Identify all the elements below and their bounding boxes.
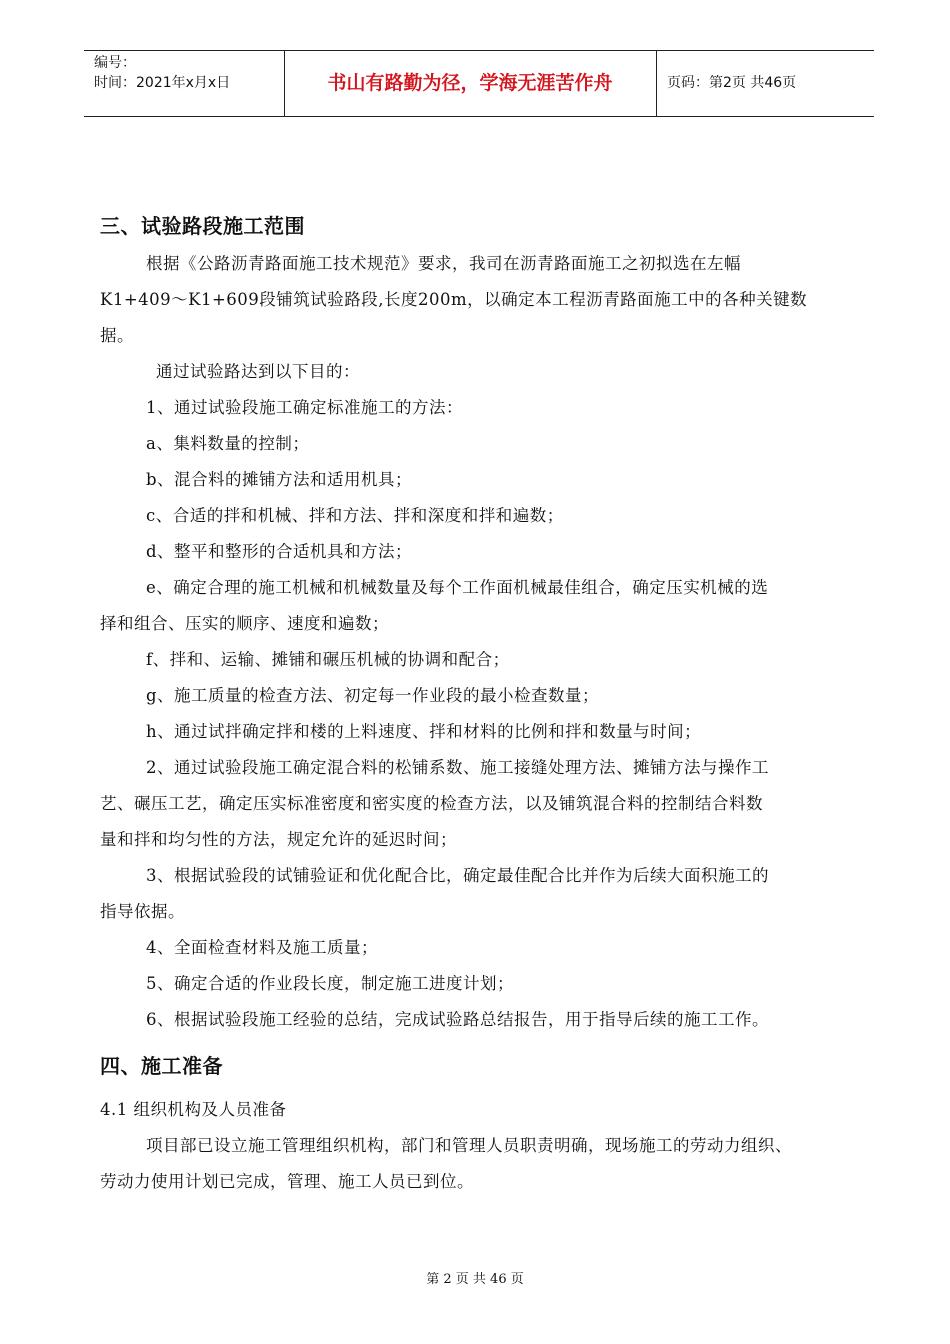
header-divider-right bbox=[656, 51, 657, 116]
objective-subitem-f: f、拌和、运输、摊铺和碾压机械的协调和配合； bbox=[146, 650, 510, 669]
objective-item-6: 6、根据试验段施工经验的总结，完成试验路总结报告，用于指导后续的施工工作。 bbox=[146, 1010, 769, 1029]
section-3-paragraph-line: 据。 bbox=[100, 326, 134, 345]
objective-subitem-e-cont: 择和组合、压实的顺序、速度和遍数； bbox=[100, 614, 389, 633]
objective-item-4: 4、全面检查材料及施工质量； bbox=[146, 938, 378, 957]
header-meta bbox=[94, 53, 230, 93]
objectives-intro: 通过试验路达到以下目的： bbox=[156, 362, 360, 381]
document-number-label: 编号： bbox=[94, 55, 136, 71]
document-body bbox=[100, 206, 860, 1200]
objective-subitem-a: a、集料数量的控制； bbox=[146, 434, 310, 453]
objective-subitem-e: e、确定合理的施工机械和机械数量及每个工作面机械最佳组合，确定压实机械的选 bbox=[146, 578, 769, 597]
subsection-4-1-heading: 4.1 组织机构及人员准备 bbox=[100, 1100, 287, 1119]
section-4-heading: 四、施工准备 bbox=[100, 1054, 223, 1078]
objective-subitem-g: g、施工质量的检查方法、初定每一作业段的最小检查数量； bbox=[146, 686, 600, 705]
document-time-label: 时间：2021年x月x日 bbox=[94, 75, 231, 91]
page-header bbox=[84, 50, 874, 117]
section-4-paragraph-line: 劳动力使用计划已完成，管理、施工人员已到位。 bbox=[100, 1172, 474, 1191]
header-motto: 书山有路勤为径，学海无涯苦作舟 bbox=[327, 72, 613, 94]
objective-subitem-b: b、混合料的摊铺方法和适用机具； bbox=[146, 470, 413, 489]
objective-item-2: 2、通过试验段施工确定混合料的松铺系数、施工接缝处理方法、摊铺方法与操作工 bbox=[146, 758, 769, 777]
section-3-heading: 三、试验路段施工范围 bbox=[100, 214, 305, 238]
objective-item-1: 1、通过试验段施工确定标准施工的方法： bbox=[146, 398, 463, 417]
page-footer: 第 2 页 共 46 页 bbox=[426, 1272, 524, 1287]
header-page-info: 页码：第2页 共46页 bbox=[667, 75, 797, 91]
section-3-paragraph-line: K1+409～K1+609段铺筑试验路段,长度200m，以确定本工程沥青路面施工中的各种关键数 bbox=[100, 290, 808, 309]
objective-item-5: 5、确定合适的作业段长度，制定施工进度计划； bbox=[146, 974, 514, 993]
objective-subitem-c: c、合适的拌和机械、拌和方法、拌和深度和拌和遍数； bbox=[146, 506, 564, 525]
section-4-paragraph-line: 项目部已设立施工管理组织机构，部门和管理人员职责明确，现场施工的劳动力组织、 bbox=[146, 1136, 792, 1155]
objective-item-3-cont: 指导依据。 bbox=[100, 902, 185, 921]
objective-item-3: 3、根据试验段的试铺验证和优化配合比，确定最佳配合比并作为后续大面积施工的 bbox=[146, 866, 769, 885]
objective-item-2-cont: 艺、碾压工艺，确定压实标准密度和密实度的检查方法，以及铺筑混合料的控制结合料数 bbox=[100, 794, 763, 813]
objective-item-2-cont: 量和拌和均匀性的方法，规定允许的延迟时间； bbox=[100, 830, 457, 849]
section-3-paragraph-line: 根据《公路沥青路面施工技术规范》要求，我司在沥青路面施工之初拟选在左幅 bbox=[146, 254, 741, 273]
objective-subitem-d: d、整平和整形的合适机具和方法； bbox=[146, 542, 413, 561]
objective-subitem-h: h、通过试拌确定拌和楼的上料速度、拌和材料的比例和拌和数量与时间； bbox=[146, 722, 702, 741]
